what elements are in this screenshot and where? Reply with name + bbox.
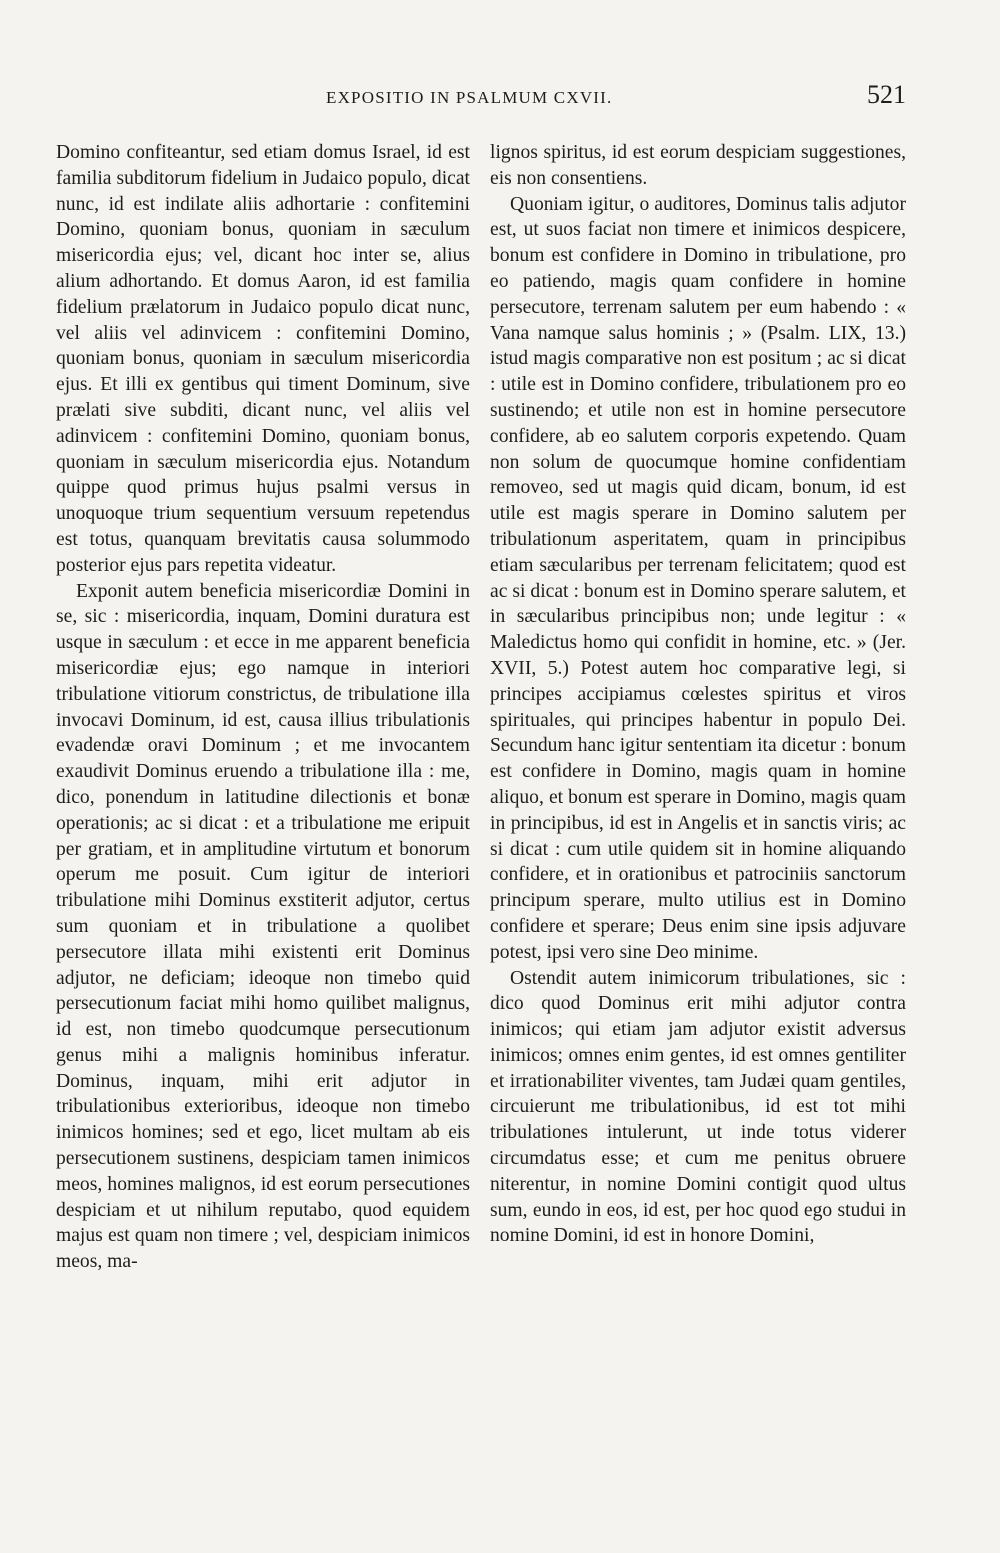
running-title: EXPOSITIO IN PSALMUM CXVII. [326,88,613,107]
right-column [490,140,906,1249]
paragraph: Domino confiteantur, sed etiam domus Israel, id est familia subditorum fidelium in Judaico populo, dicat nunc, id est indilate aliis adhortarie : confitemini Domino, quoniam bonus, quoniam in sæculum misericordia ejus; vel, dicant hoc inter se, alius alium adhortando. Et domus Aaron, id est familia fidelium prælatorum in Judaico populo dicat nunc, vel aliis vel adinvicem : confitemini Domino, quoniam bonus, quoniam in sæculum misericordia ejus. Et illi ex gentibus qui timent Dominum, sive prælati sive subditi, dicant nunc, vel aliis vel adinvicem : confitemini Domino, quoniam bonus, quoniam in sæculum misericordia ejus. Notandum quippe quod primus hujus psalmi versus in unoquoque trium sequentium versuum repetendus est totus, quanquam brevitatis causa solummodo posterior ejus pars repetita videatur. [56,142,470,576]
paragraph: lignos spiritus, id est eorum despiciam suggestiones, eis non consentiens. [490,142,906,189]
page-header [56,80,906,114]
paragraph: Quoniam igitur, o auditores, Dominus talis adjutor est, ut suos faciat non timere et inimicos despicere, bonum est confidere in Domino in tribulatione, pro eo patiendo, magis quam confidere in homine persecutore, terrenam salutem per eum habendo : « Vana namque salus hominis ; » (Psalm. LIX, 13.) istud magis comparative non est positum ; ac si dicat : utile est in Domino confidere, tribulationem pro eo sustinendo; et utile non est in homine persecutore confidere, ab eo salutem corporis expetendo. Quam non solum de quocumque homine confidentiam removeo, sed ut magis quid dicam, bonum, id est utile est magis sperare in Domino salutem per tribulationum asperitatem, quam in principibus etiam sæcularibus per terrenam felicitatem; quod est ac si dicat : bonum est in Domino sperare salutem, et in sæcularibus principibus non; unde legitur : « Maledictus homo qui confidit in homine, etc. » (Jer. XVII, 5.) Potest autem hoc comparative legi, si principes accipiamus cœlestes spiritus et viros spirituales, qui principes habentur in populo Dei. Secundum hanc igitur sententiam ita dicetur : bonum est confidere in Domino, magis quam in homine aliquo, et bonum est sperare in Domino, magis quam in principibus, id est in Angelis et in sanctis viris; ac si dicat : cum utile quidem sit in homine aliquando confidere, et in orationibus et patrociniis sanctorum principum sperare, multo utilius est in Domino confidere et sperare; Deus enim sine ipsis adjuvare potest, ipsi vero sine Deo minime. [490,193,906,963]
paragraph: Ostendit autem inimicorum tribulationes, sic : dico quod Dominus erit mihi adjutor contra inimicos; qui etiam jam adjutor existit adversus inimicos; omnes enim gentes, id est omnes gentiliter et irrationabiliter viventes, tam Judæi quam gentiles, circuierunt me tribulationibus, id est tot mihi tribulationes intulerunt, ut inde totus viderer circumdatus esse; et cum me penitus obruere niterentur, in nomine Domini contigit quod ultus sum, eundo in eos, id est, per hoc quod ego studui in nomine Domini, id est in honore Domini, [490,967,906,1247]
page-number: 521 [867,80,906,109]
paragraph: Exponit autem beneficia misericordiæ Domini in se, sic : misericordia, inquam, Domini duratura est usque in sæculum : et ecce in me apparent beneficia misericordiæ ejus; ego namque in interiori tribulatione vitiorum constrictus, de tribulatione illa invocavi Dominum, id est, causa illius tribulationis evadendæ oravi Dominum ; et me invocantem exaudivit Dominus eruendo a tribulatione illa : me, dico, ponendum in latitudine dilectionis et bonæ operationis; ac si dicat : et a tribulatione me eripuit per gratiam, et in amplitudine virtutum et bonorum operum me posuit. Cum igitur de interiori tribulatione mihi Dominus exstiterit adjutor, certus sum quoniam et in tribulatione a quolibet persecutore illata mihi existenti erit Dominus adjutor, ne deficiam; ideoque non timebo quid persecutionum faciat mihi homo quilibet malignus, id est, non timebo quodcumque persecutionum genus mihi a malignis hominibus inferatur. Dominus, inquam, mihi erit adjutor in tribulationibus exterioribus, ideoque non timebo inimicos homines; sed et ego, licet multam ab eis persecutionem sustinens, despiciam tamen inimicos meos, homines malignos, id est eorum persecutiones despiciam et ut nihilum reputabo, quod equidem majus est quam non timere ; vel, despiciam inimicos meos, ma- [56,580,470,1273]
left-column [56,140,470,1275]
